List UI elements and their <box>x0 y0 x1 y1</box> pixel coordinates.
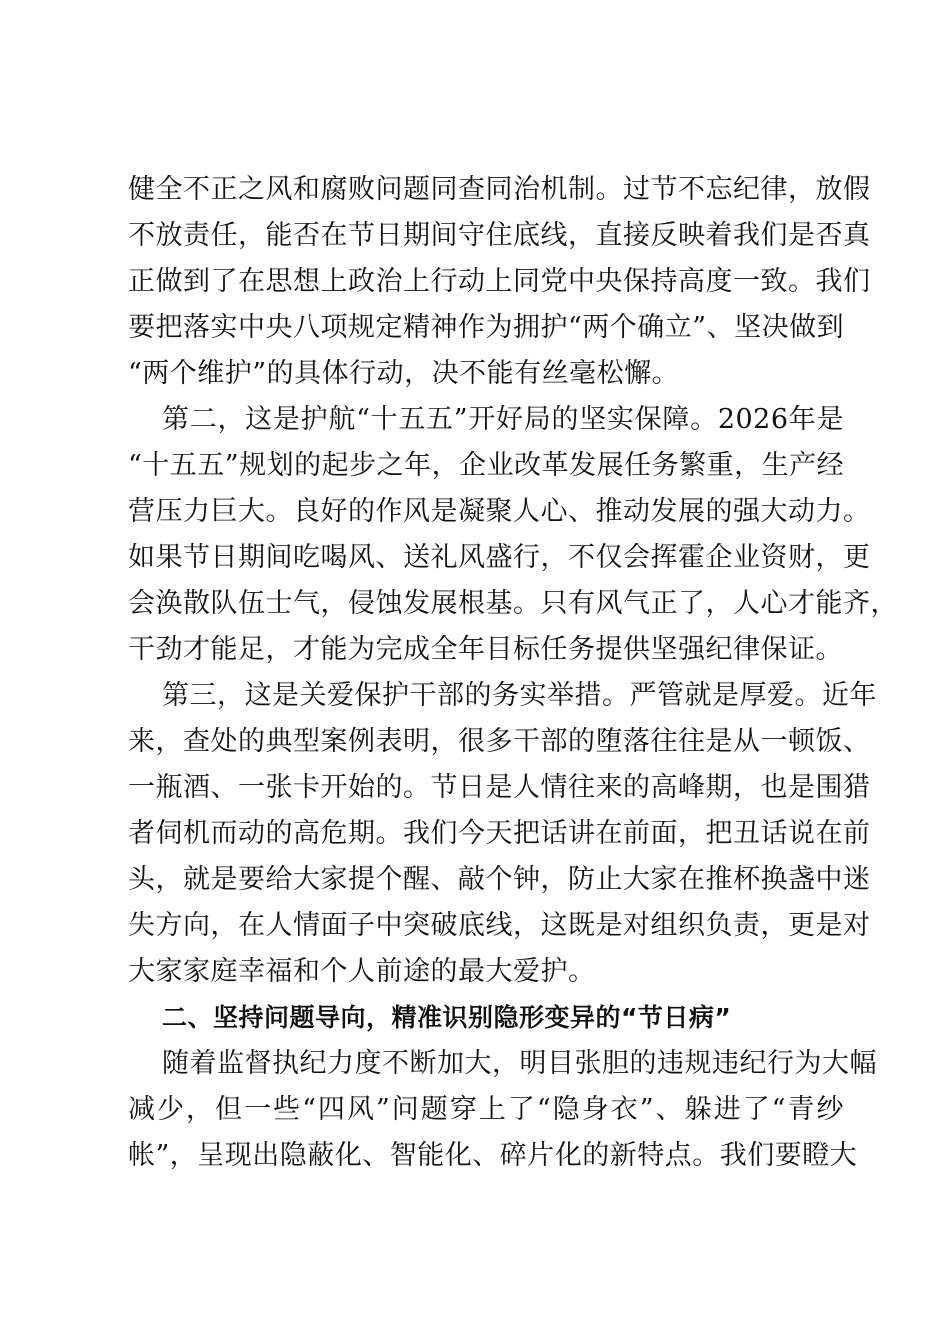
section-heading: 二、坚持问题导向，精准识别隐形变异的“节日病” <box>162 1003 732 1032</box>
text-line: 一瓶酒、一张卡开始的。节日是人情往来的高峰期，也是围猎 <box>128 772 871 803</box>
text-line: 要把落实中央八项规定精神作为拥护“两个确立”、坚决做到 <box>128 312 845 343</box>
text-line: “两个维护”的具体行动，决不能有丝毫松懈。 <box>128 358 680 389</box>
text-line: 帐”，呈现出隐蔽化、智能化、碎片化的新特点。我们要瞪大 <box>128 1140 858 1171</box>
text-line: 会涣散队伍士气，侵蚀发展根基。只有风气正了，人心才能齐， <box>128 588 898 619</box>
text-line: 健全不正之风和腐败问题同查同治机制。过节不忘纪律，放假 <box>128 174 871 205</box>
text-line: 头，就是要给大家提个醒、敲个钟，防止大家在推杯换盏中迷 <box>128 864 871 895</box>
text-line: 如果节日期间吃喝风、送礼风盛行，不仅会挥霍企业资财，更 <box>128 542 871 573</box>
text-line: 减少，但一些“四风”问题穿上了“隐身衣”、躲进了“青纱 <box>128 1094 844 1125</box>
text-line: 随着监督执纪力度不断加大，明目张胆的违规违纪行为大幅 <box>162 1048 877 1079</box>
text-line: 失方向，在人情面子中突破底线，这既是对组织负责，更是对 <box>128 910 871 941</box>
text-line: 来，查处的典型案例表明，很多干部的堕落往往是从一顿饭、 <box>128 726 871 757</box>
text-line: 干劲才能足，才能为完成全年目标任务提供坚强纪律保证。 <box>128 634 843 665</box>
text-line: 正做到了在思想上政治上行动上同党中央保持高度一致。我们 <box>128 266 871 297</box>
text-line: 第三，这是关爱保护干部的务实举措。严管就是厚爱。近年 <box>162 680 877 711</box>
text-line: “十五五”规划的起步之年，企业改革发展任务繁重，生产经 <box>128 450 845 481</box>
text-line: 者伺机而动的高危期。我们今天把话讲在前面，把丑话说在前 <box>128 818 871 849</box>
text-line: 营压力巨大。良好的作风是凝聚人心、推动发展的强大动力。 <box>128 496 871 527</box>
text-line: 不放责任，能否在节日期间守住底线，直接反映着我们是否真 <box>128 220 871 251</box>
text-line: 第二，这是护航“十五五”开好局的坚实保障。2026年是 <box>162 404 844 435</box>
text-line: 大家家庭幸福和个人前途的最大爱护。 <box>128 956 596 987</box>
